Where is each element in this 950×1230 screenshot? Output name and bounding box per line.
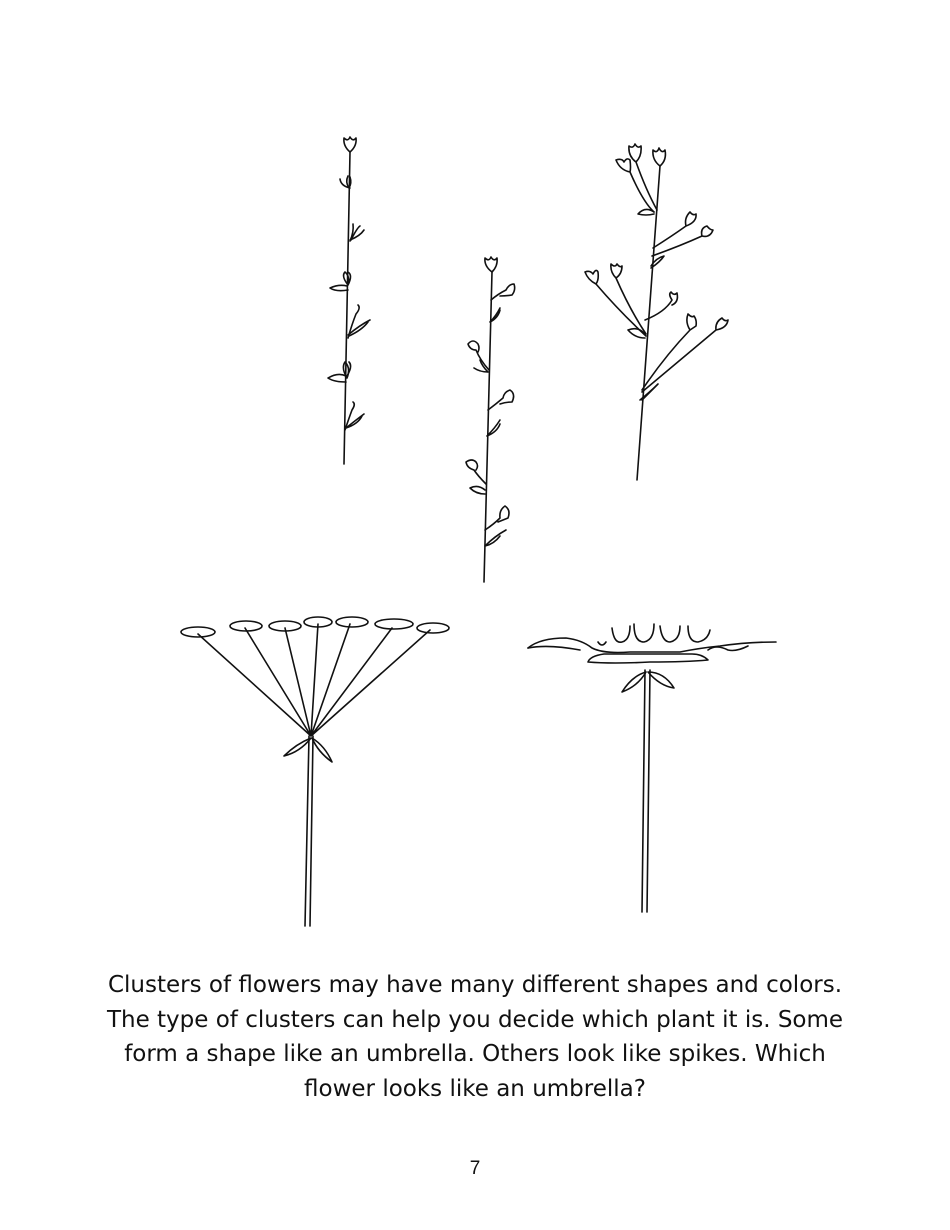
spike-flower-single-stem xyxy=(328,137,370,464)
caption-paragraph xyxy=(60,968,890,1106)
spike-flower-alternate-stem xyxy=(466,257,515,582)
caption-line: The type of clusters can help you decide which plant it is. Some xyxy=(106,1006,844,1033)
caption-line: form a shape like an umbrella. Others look like spikes. Which xyxy=(124,1041,826,1067)
umbrella-flower-cluster xyxy=(181,617,449,926)
page-number: 7 xyxy=(469,1158,481,1179)
caption-line: Clusters of flowers may have many different shapes and colors. xyxy=(107,972,843,998)
caption-line: flower looks like an umbrella? xyxy=(304,1075,646,1102)
branched-raceme-flower xyxy=(585,144,728,480)
flat-disc-flower-head xyxy=(528,624,776,912)
